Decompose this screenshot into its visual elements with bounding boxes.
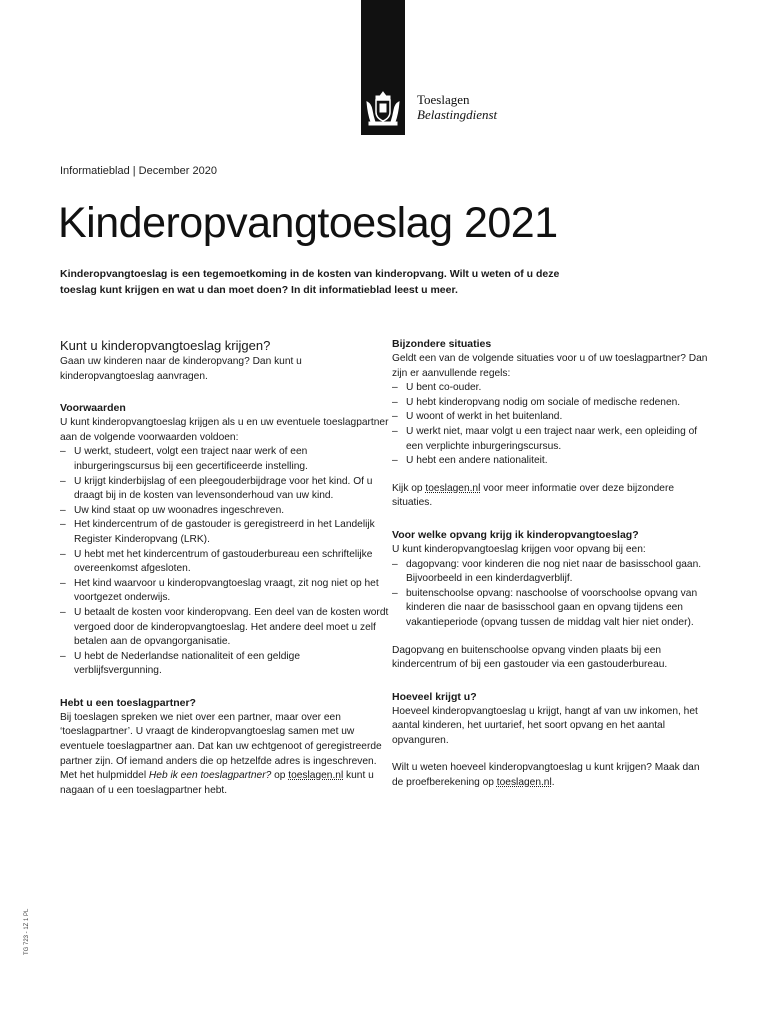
text-span: Wilt u weten hoeveel kinderopvangtoeslag u kunt krijgen? Maak dan de proefberekening op xyxy=(392,762,700,789)
toeslagen-link[interactable]: toeslagen.nl xyxy=(496,777,552,789)
paragraph-kijk-op xyxy=(392,482,712,511)
text-span: . xyxy=(551,777,555,789)
paragraph-toeslagpartner xyxy=(60,711,390,799)
right-column xyxy=(392,337,712,791)
text-span: Bij toeslagen spreken we niet over een partner, maar over een ‘toeslagpartner’. U vraagt de kinderopvangtoeslag samen met uw eventuele toeslagpartner aan. Dat kan uw echtgenoot of geregistreerde partner zijn. Of iemand anders die op hetzelfde adres is ingeschreven. Met het hulpmiddel xyxy=(60,711,382,782)
situaties-list xyxy=(392,381,712,469)
list-item: – U werkt niet, maar volgt u een traject naar werk, een opleiding of een verplichte inburgeringscursus. xyxy=(392,425,712,454)
crest-icon xyxy=(363,88,403,128)
logo-line-belastingdienst: Belastingdienst xyxy=(417,107,498,122)
list-item: – U hebt met het kindercentrum of gastouderbureau een schriftelijke overeenkomst afgesloten. xyxy=(60,548,390,577)
heading-hoeveel: Hoeveel krijgt u? xyxy=(392,690,477,703)
voorwaarden-list xyxy=(60,445,390,679)
paragraph-kunt-u-krijgen: Gaan uw kinderen naar de kinderopvang? Dan kunt u kinderopvangtoeslag aanvragen. xyxy=(60,356,302,382)
intro-text: Kinderopvangtoeslag is een tegemoetkoming in de kosten van kinderopvang. Wilt u weten of u deze toeslag kunt krijgen en wat u dan moet doen? In dit informatieblad leest u meer. xyxy=(60,268,560,296)
paragraph-dagopvang: Dagopvang en buitenschoolse opvang vinden plaats bij een kindercentrum of bij een gastouder via een gastouderbureau. xyxy=(392,644,668,671)
page-title: Kinderopvangtoeslag 2021 xyxy=(58,199,558,247)
list-item: – U betaalt de kosten voor kinderopvang. Een deel van de kosten wordt vergoed door de kinderopvangtoeslag. Het andere deel moet u zelf betalen aan de opvangorganisatie. xyxy=(60,606,390,650)
logo-text xyxy=(417,92,497,122)
list-item: – U woont of werkt in het buitenland. xyxy=(392,410,712,425)
list-item: – U krijgt kinderbijslag of een pleegouderbijdrage voor het kind. Of u draagt bij in de kosten van levensonderhoud van uw kind. xyxy=(60,475,390,504)
document-meta: Informatieblad | December 2020 xyxy=(60,165,217,177)
toeslagen-link[interactable]: toeslagen.nl xyxy=(425,482,481,494)
heading-welke-opvang: Voor welke opvang krijg ik kinderopvangtoeslag? xyxy=(392,528,639,541)
heading-bijzondere-situaties: Bijzondere situaties xyxy=(392,338,492,350)
list-item: – U bent co-ouder. xyxy=(392,381,712,396)
opvang-list xyxy=(392,558,712,631)
list-item: – buitenschoolse opvang: naschoolse of voorschoolse opvang van kinderen die naar de basisschool gaan en opvang tijdens een vakantieperiode (opvang tussen de middag valt hier niet onder). xyxy=(392,587,712,631)
list-item: – Het kindercentrum of de gastouder is geregistreerd in het Landelijk Register Kinderopvang (LRK). xyxy=(60,518,390,547)
list-item: – Het kind waarvoor u kinderopvangtoeslag vraagt, zit nog niet op het voortgezet onderwijs. xyxy=(60,577,390,606)
list-item: – Uw kind staat op uw woonadres ingeschreven. xyxy=(60,504,390,519)
heading-toeslagpartner: Hebt u een toeslagpartner? xyxy=(60,696,196,709)
heading-voorwaarden: Voorwaarden xyxy=(60,402,126,415)
list-item: – U werkt, studeert, volgt een traject naar werk of een inburgeringscursus bij een gecertificeerde instelling. xyxy=(60,445,390,474)
heading-kunt-u-krijgen: Kunt u kinderopvangtoeslag krijgen? xyxy=(60,338,271,353)
list-item: – U hebt een andere nationaliteit. xyxy=(392,454,712,469)
left-column xyxy=(60,337,390,798)
document-code: TG 723 - 1Z 1 PL xyxy=(24,908,30,955)
paragraph-proefberekening xyxy=(392,761,712,790)
list-item: – dagopvang: voor kinderen die nog niet naar de basisschool gaan. Bijvoorbeeld in een kinderdagverblijf. xyxy=(392,558,712,587)
paragraph-voorwaarden: U kunt kinderopvangtoeslag krijgen als u en uw eventuele toeslagpartner aan de volgende voorwaarden voldoen: xyxy=(60,417,389,443)
paragraph-hoeveel: Hoeveel kinderopvangtoeslag u krijgt, hangt af van uw inkomen, het aantal kinderen, het uurtarief, het soort opvang en het aantal opvanguren. xyxy=(392,705,698,746)
paragraph-welke-opvang: U kunt kinderopvangtoeslag krijgen voor opvang bij een: xyxy=(392,543,646,555)
list-item: – U hebt de Nederlandse nationaliteit of een geldige verblijfsvergunning. xyxy=(60,650,390,679)
toeslagen-link[interactable]: toeslagen.nl xyxy=(288,770,344,782)
text-span: op xyxy=(271,770,289,782)
paragraph-bijzondere-situaties: Geldt een van de volgende situaties voor u of uw toeslagpartner? Dan zijn er aanvullende regels: xyxy=(392,353,708,379)
text-span: Kijk op xyxy=(392,482,426,494)
list-item: – U hebt kinderopvang nodig om sociale of medische redenen. xyxy=(392,396,712,411)
logo-line-toeslagen: Toeslagen xyxy=(417,92,470,107)
tool-name: Heb ik een toeslagpartner? xyxy=(148,770,272,782)
text-span: voor meer informatie over deze bijzondere situaties. xyxy=(392,482,675,509)
text-span: kunt u nagaan of u een toeslagpartner hebt. xyxy=(60,770,374,796)
